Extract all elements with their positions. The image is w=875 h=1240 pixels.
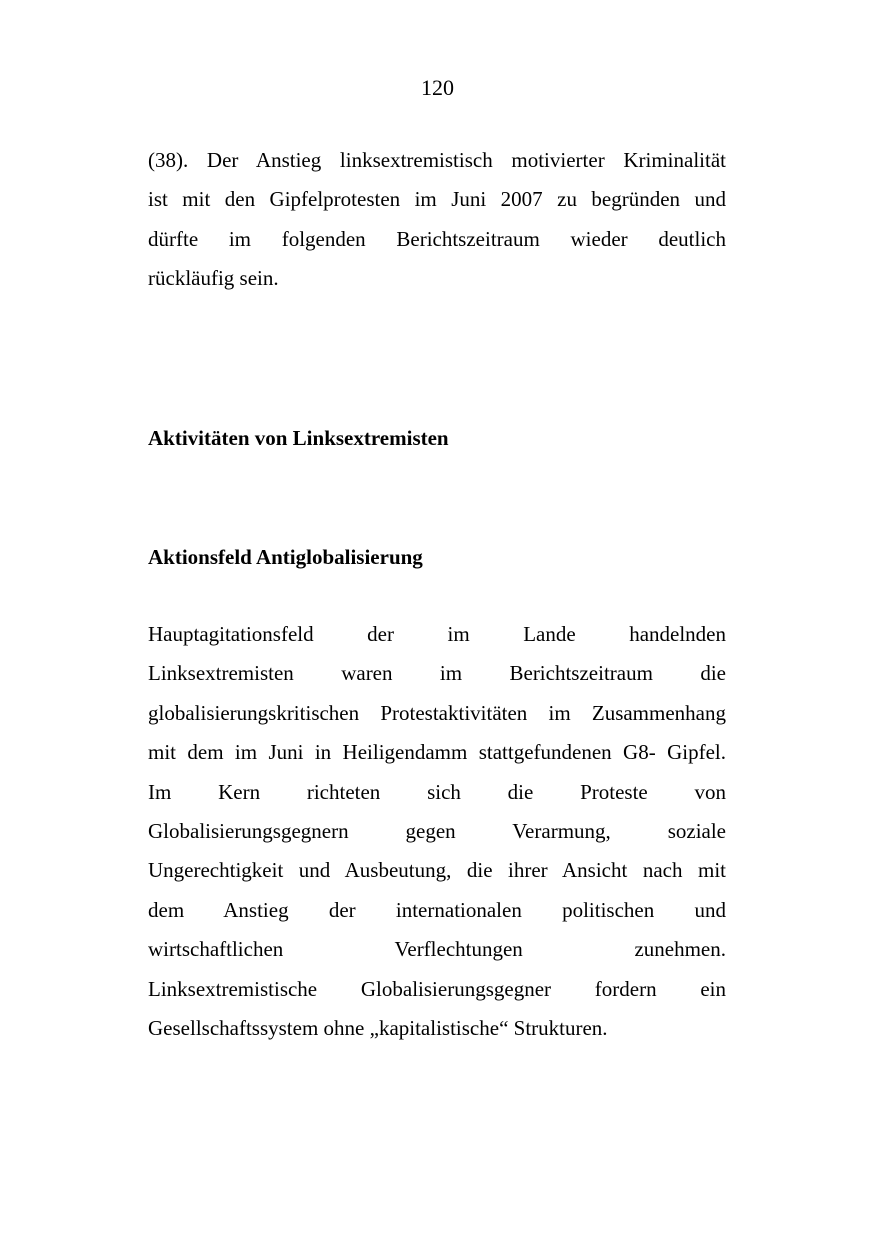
paragraph-line: Gesellschaftssystem ohne „kapitalistische“ Strukturen.	[148, 1015, 608, 1040]
paragraph-line: Im Kern richteten sich die Proteste von	[148, 779, 726, 804]
paragraph-line: rückläufig sein.	[148, 266, 279, 291]
paragraph-line: dem Anstieg der internationalen politischen und	[148, 897, 726, 922]
page-number: 120	[421, 75, 454, 100]
paragraph-line: dürfte im folgenden Berichtszeitraum wieder deutlich	[148, 226, 726, 251]
paragraph-line: globalisierungskritischen Protestaktivitäten im Zusammenhang	[148, 700, 726, 725]
paragraph-line: Globalisierungsgegnern gegen Verarmung, soziale	[148, 818, 726, 843]
body-paragraph	[148, 615, 726, 1048]
subsection-heading: Aktionsfeld Antiglobalisierung	[148, 545, 423, 569]
paragraph-line: Linksextremistische Globalisierungsgegner fordern ein	[148, 976, 726, 1001]
intro-paragraph	[148, 141, 726, 299]
paragraph-line: mit dem im Juni in Heiligendamm stattgefundenen G8- Gipfel.	[148, 740, 726, 765]
paragraph-line: wirtschaftlichen Verflechtungen zunehmen.	[148, 937, 726, 962]
paragraph-line: Ungerechtigkeit und Ausbeutung, die ihrer Ansicht nach mit	[148, 858, 726, 883]
paragraph-line: (38). Der Anstieg linksextremistisch motivierter Kriminalität	[148, 148, 726, 172]
paragraph-line: Linksextremisten waren im Berichtszeitraum die	[148, 661, 726, 686]
section-heading: Aktivitäten von Linksextremisten	[148, 426, 449, 450]
paragraph-line: ist mit den Gipfelprotesten im Juni 2007 zu begründen und	[148, 187, 726, 212]
paragraph-line: Hauptagitationsfeld der im Lande handelnden	[148, 622, 726, 646]
